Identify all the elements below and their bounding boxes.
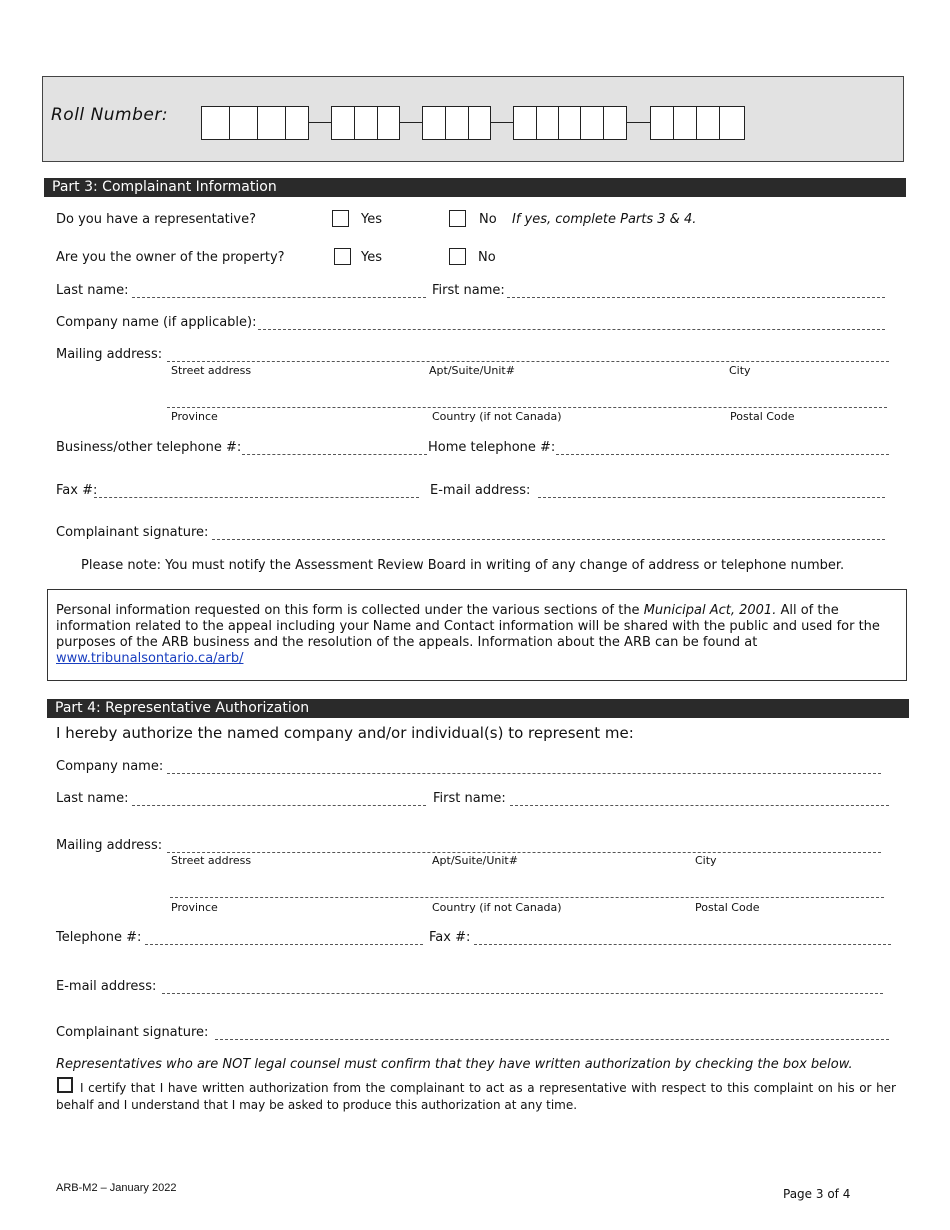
email-field[interactable]: [538, 497, 885, 498]
postal-code-caption: Postal Code: [730, 410, 795, 423]
roll-digit-cell[interactable]: [257, 106, 286, 140]
rep-mailing-address-line1[interactable]: [167, 852, 881, 853]
roll-number-box: [42, 76, 904, 162]
rep-company-name-label: Company name:: [56, 759, 164, 774]
roll-digit-cell[interactable]: [696, 106, 720, 140]
roll-digit-cell[interactable]: [558, 106, 581, 140]
rep-fax-label: Fax #:: [429, 930, 471, 945]
representative-no-label: No: [479, 212, 497, 227]
fax-field[interactable]: [94, 497, 419, 498]
rep-mailing-address-label: Mailing address:: [56, 838, 163, 853]
rep-province-caption: Province: [171, 901, 218, 914]
rep-mailing-address-line2[interactable]: [170, 897, 884, 898]
last-name-field[interactable]: [132, 297, 426, 298]
roll-separator: [309, 122, 331, 123]
roll-digit-cell[interactable]: [201, 106, 230, 140]
rep-fax-field[interactable]: [474, 944, 891, 945]
mailing-address-line2[interactable]: [167, 407, 887, 408]
email-label: E-mail address:: [430, 483, 531, 498]
part4-header: Part 4: Representative Authorization: [47, 699, 909, 718]
city-caption: City: [729, 364, 751, 377]
rep-telephone-field[interactable]: [145, 944, 423, 945]
company-name-label: Company name (if applicable):: [56, 315, 257, 330]
rep-country-caption: Country (if not Canada): [432, 901, 562, 914]
roll-digit-cell[interactable]: [513, 106, 537, 140]
rep-signature-label: Complainant signature:: [56, 1025, 209, 1040]
rep-first-name-label: First name:: [433, 791, 506, 806]
complainant-signature-field[interactable]: [212, 539, 885, 540]
certify-statement: I certify that I have written authorization from the complainant to act as a representative with respect to this complaint on his or her behalf and I understand that I may be asked to produce this authorization at any time.: [56, 1081, 896, 1112]
representative-instruction: Representatives who are NOT legal counsel must confirm that they have written authorization by checking the box below.: [56, 1057, 853, 1072]
rep-telephone-label: Telephone #:: [56, 930, 142, 945]
rep-street-address-caption: Street address: [171, 854, 252, 867]
roll-number-label: Roll Number:: [51, 105, 169, 125]
question-owner: Are you the owner of the property?: [56, 250, 285, 265]
rep-company-name-field[interactable]: [167, 773, 881, 774]
roll-separator: [400, 122, 422, 123]
home-telephone-label: Home telephone #:: [428, 440, 556, 455]
form-id: ARB-M2 – January 2022: [56, 1182, 177, 1194]
rep-postal-code-caption: Postal Code: [695, 901, 760, 914]
street-address-caption: Street address: [171, 364, 252, 377]
representative-yes-label: Yes: [361, 212, 382, 227]
roll-digit-cell[interactable]: [580, 106, 604, 140]
roll-digit-cell[interactable]: [285, 106, 309, 140]
business-telephone-field[interactable]: [242, 454, 427, 455]
owner-yes-checkbox[interactable]: [334, 248, 351, 265]
owner-no-checkbox[interactable]: [449, 248, 466, 265]
privacy-act-name: Municipal Act, 2001.: [643, 603, 777, 618]
rep-city-caption: City: [695, 854, 717, 867]
company-name-field[interactable]: [258, 329, 885, 330]
owner-yes-label: Yes: [361, 250, 382, 265]
last-name-label: Last name:: [56, 283, 129, 298]
page-number: Page 3 of 4: [783, 1187, 851, 1201]
first-name-field[interactable]: [507, 297, 885, 298]
first-name-label: First name:: [432, 283, 505, 298]
privacy-notice: [47, 589, 907, 681]
home-telephone-field[interactable]: [556, 454, 889, 455]
representative-note: If yes, complete Parts 3 & 4.: [512, 212, 697, 227]
rep-last-name-field[interactable]: [132, 805, 426, 806]
mailing-address-line1[interactable]: [167, 361, 889, 362]
representative-no-checkbox[interactable]: [449, 210, 466, 227]
representative-yes-checkbox[interactable]: [332, 210, 349, 227]
roll-separator: [491, 122, 513, 123]
privacy-text-1: Personal information requested on this form is collected under the various sections of the: [56, 603, 644, 618]
roll-digit-cell[interactable]: [673, 106, 697, 140]
rep-email-label: E-mail address:: [56, 979, 157, 994]
question-representative: Do you have a representative?: [56, 212, 256, 227]
rep-signature-field[interactable]: [215, 1039, 889, 1040]
roll-digit-cell[interactable]: [229, 106, 258, 140]
apt-caption: Apt/Suite/Unit#: [429, 364, 515, 377]
fax-label: Fax #:: [56, 483, 98, 498]
rep-first-name-field[interactable]: [510, 805, 889, 806]
province-caption: Province: [171, 410, 218, 423]
roll-digit-cell[interactable]: [377, 106, 400, 140]
part3-header: Part 3: Complainant Information: [44, 178, 906, 197]
complainant-signature-label: Complainant signature:: [56, 525, 209, 540]
country-caption: Country (if not Canada): [432, 410, 562, 423]
roll-digit-cell[interactable]: [719, 106, 745, 140]
roll-digit-cell[interactable]: [422, 106, 446, 140]
roll-digit-cell[interactable]: [536, 106, 559, 140]
roll-digit-cell[interactable]: [603, 106, 627, 140]
privacy-text-2: All of the information related to the appeal including your Name and Contact information will be shared with the public and used for the purposes of the ARB business and the resolution of the appeals. Information about the ARB can be found at: [56, 603, 880, 650]
roll-digit-cell[interactable]: [331, 106, 355, 140]
owner-no-label: No: [478, 250, 496, 265]
authorization-intro: I hereby authorize the named company and/or individual(s) to represent me:: [56, 724, 634, 742]
roll-separator: [627, 122, 650, 123]
roll-digit-cell[interactable]: [650, 106, 674, 140]
business-telephone-label: Business/other telephone #:: [56, 440, 242, 455]
roll-digit-cell[interactable]: [445, 106, 469, 140]
tribunals-ontario-link[interactable]: www.tribunalsontario.ca/arb/: [56, 651, 244, 666]
rep-email-field[interactable]: [162, 993, 883, 994]
roll-digit-cell[interactable]: [468, 106, 491, 140]
mailing-address-label: Mailing address:: [56, 347, 163, 362]
roll-digit-cell[interactable]: [354, 106, 378, 140]
rep-apt-caption: Apt/Suite/Unit#: [432, 854, 518, 867]
rep-last-name-label: Last name:: [56, 791, 129, 806]
address-change-note: Please note: You must notify the Assessment Review Board in writing of any change of address or telephone number.: [81, 558, 845, 573]
